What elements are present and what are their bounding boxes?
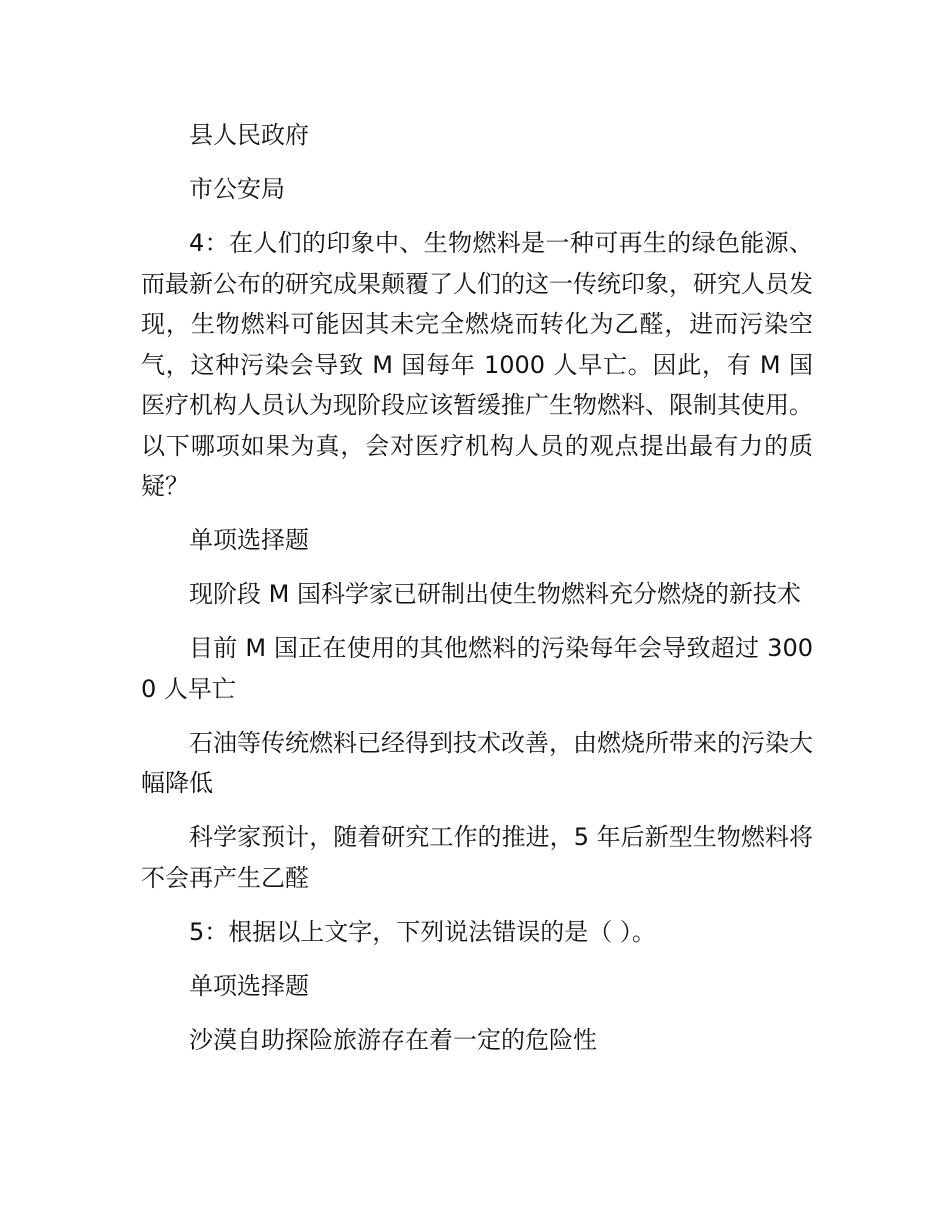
question-4-stem: 4：在人们的印象中、生物燃料是一种可再生的绿色能源、而最新公布的研究成果颠覆了人们的这一传统印象，研究人员发现，生物燃料可能因其未完全燃烧而转化为乙醛，进而污染空气，这种污染会导致 M 国每年 1000 人早亡。因此，有 M 国医疗机构人员认为现阶段应该暂缓推广生物燃料、限制其使用。以下哪项如果为真，会对医疗机构人员的观点提出最有力的质疑？ [141,229,813,500]
question-4-option-a: 现阶段 M 国科学家已研制出使生物燃料充分燃烧的新技术 [189,580,801,608]
org-line-public-security-bureau: 市公安局 [189,175,285,203]
question-5-stem: 5：根据以上文字，下列说法错误的是（ ）。 [189,917,656,946]
question-5-type: 单项选择题 [189,971,309,1000]
question-5-option-a: 沙漠自助探险旅游存在着一定的危险性 [189,1025,597,1054]
document-page [141,115,813,1074]
question-4-option-c: 石油等传统燃料已经得到技术改善，由燃烧所带来的污染大幅降低 [141,728,813,797]
question-4-type: 单项选择题 [189,526,309,554]
org-line-county-government: 县人民政府 [189,121,309,149]
question-4-option-b: 目前 M 国正在使用的其他燃料的污染每年会导致超过 3000 人早亡 [141,634,813,703]
question-4-option-d: 科学家预计，随着研究工作的推进，5 年后新型生物燃料将不会再产生乙醛 [141,823,813,892]
